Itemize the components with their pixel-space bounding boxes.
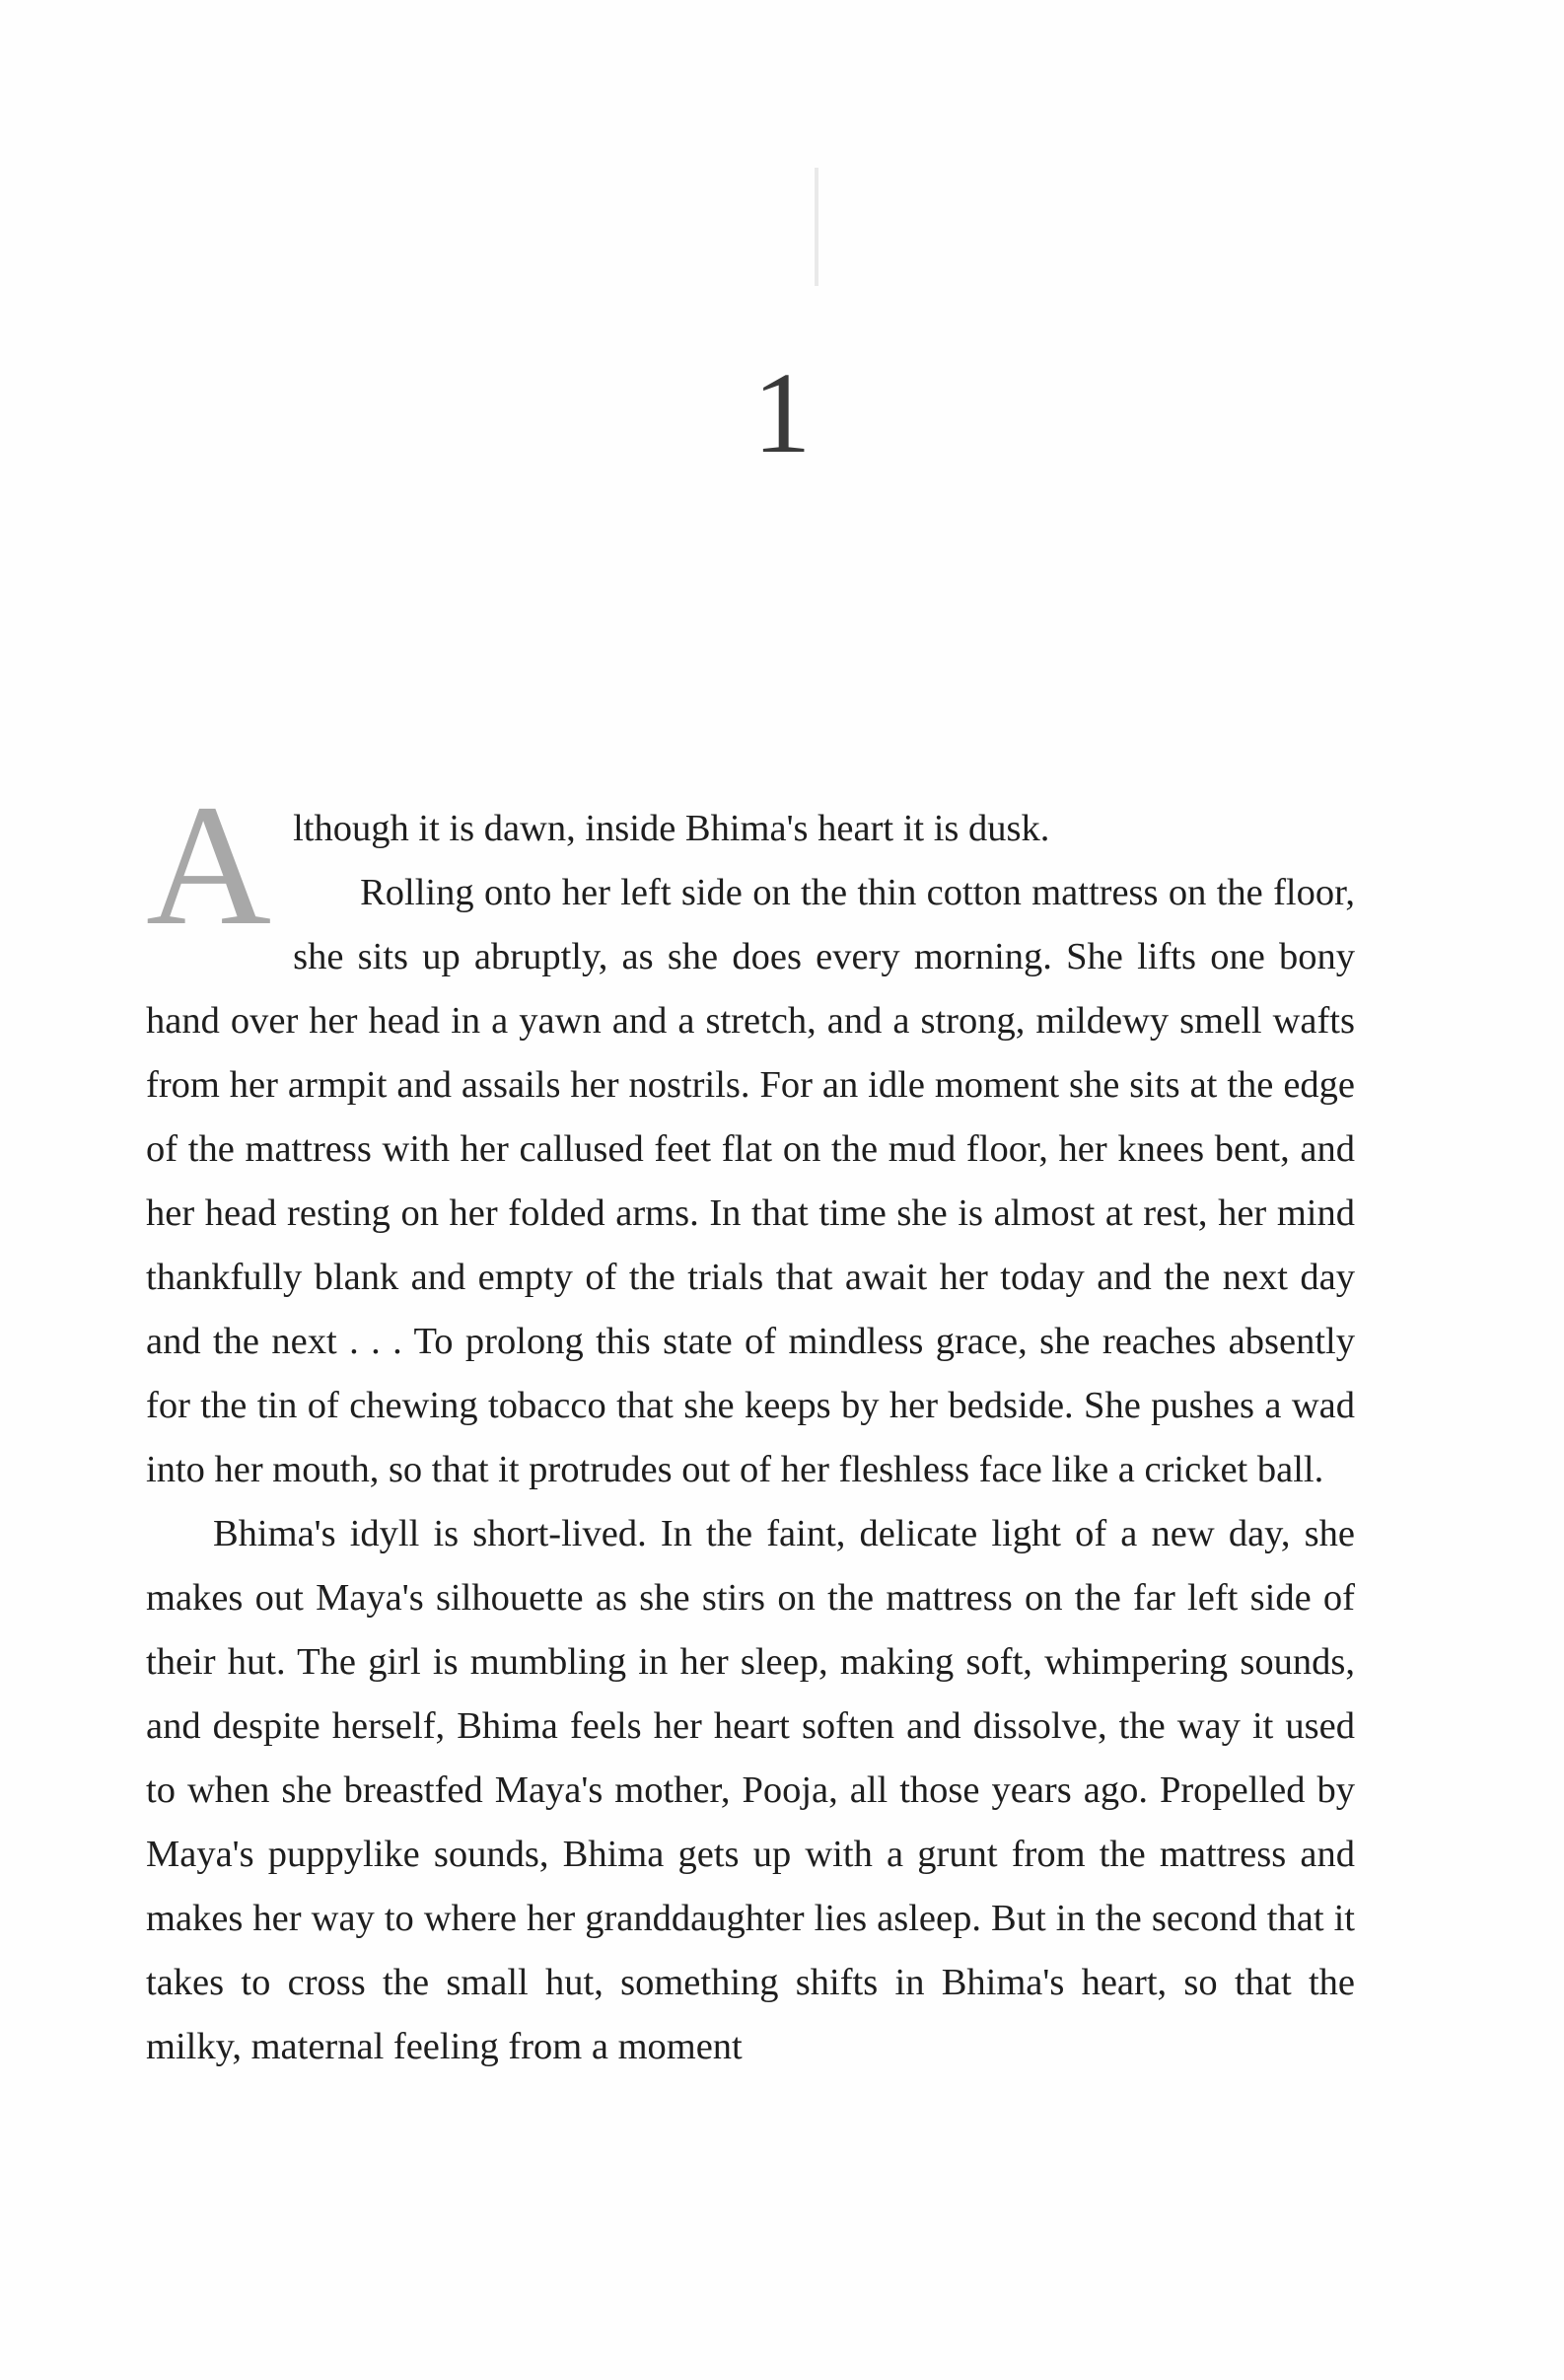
chapter-number: 1 bbox=[752, 348, 812, 477]
paragraph-2-text: Bhima's idyll is short-lived. In the faint, delicate light of a new day, she makes out Maya's silhouette as she stirs on the mattress on the far left side of their hut. The girl is mumbling in her sleep, making soft, whimpering sounds, and despite herself, Bhima feels her heart soften and dissolve, the way it used to when she breastfed Maya's mother, Pooja, all those years ago. Propelled by Maya's puppylike sounds, Bhima gets up with a grunt from the mattress and makes her way to where her granddaughter lies asleep. But in the second that it takes to cross the small hut, something shifts in Bhima's heart, so that the milky, maternal feeling from a moment bbox=[146, 1513, 1355, 2067]
scan-artifact bbox=[815, 168, 818, 286]
paragraph-2 bbox=[146, 1502, 1355, 2079]
paragraph-1 bbox=[146, 769, 1355, 1502]
drop-cap: A bbox=[146, 769, 272, 962]
chapter-body bbox=[146, 769, 1355, 2079]
opening-line: lthough it is dawn, inside Bhima's heart it is dusk. bbox=[293, 808, 1050, 849]
paragraph-1-text: Rolling onto her left side on the thin cotton mattress on the floor, she sits up abruptly, as she does every morning. She lifts one bony hand over her head in a yawn and a stretch, and a strong, mildewy smell wafts from her armpit and assails her nostrils. For an idle moment she sits at the edge of the mattress with her callused feet flat on the mud floor, her knees bent, and her head resting on her folded arms. In that time she is almost at rest, her mind thankfully blank and empty of the trials that await her today and the next day and the next . . . To prolong this state of mindless grace, she reaches absently for the tin of chewing tobacco that she keeps by her bedside. She pushes a wad into her mouth, so that it protrudes out of her fleshless face like a cricket ball. bbox=[146, 872, 1355, 1490]
